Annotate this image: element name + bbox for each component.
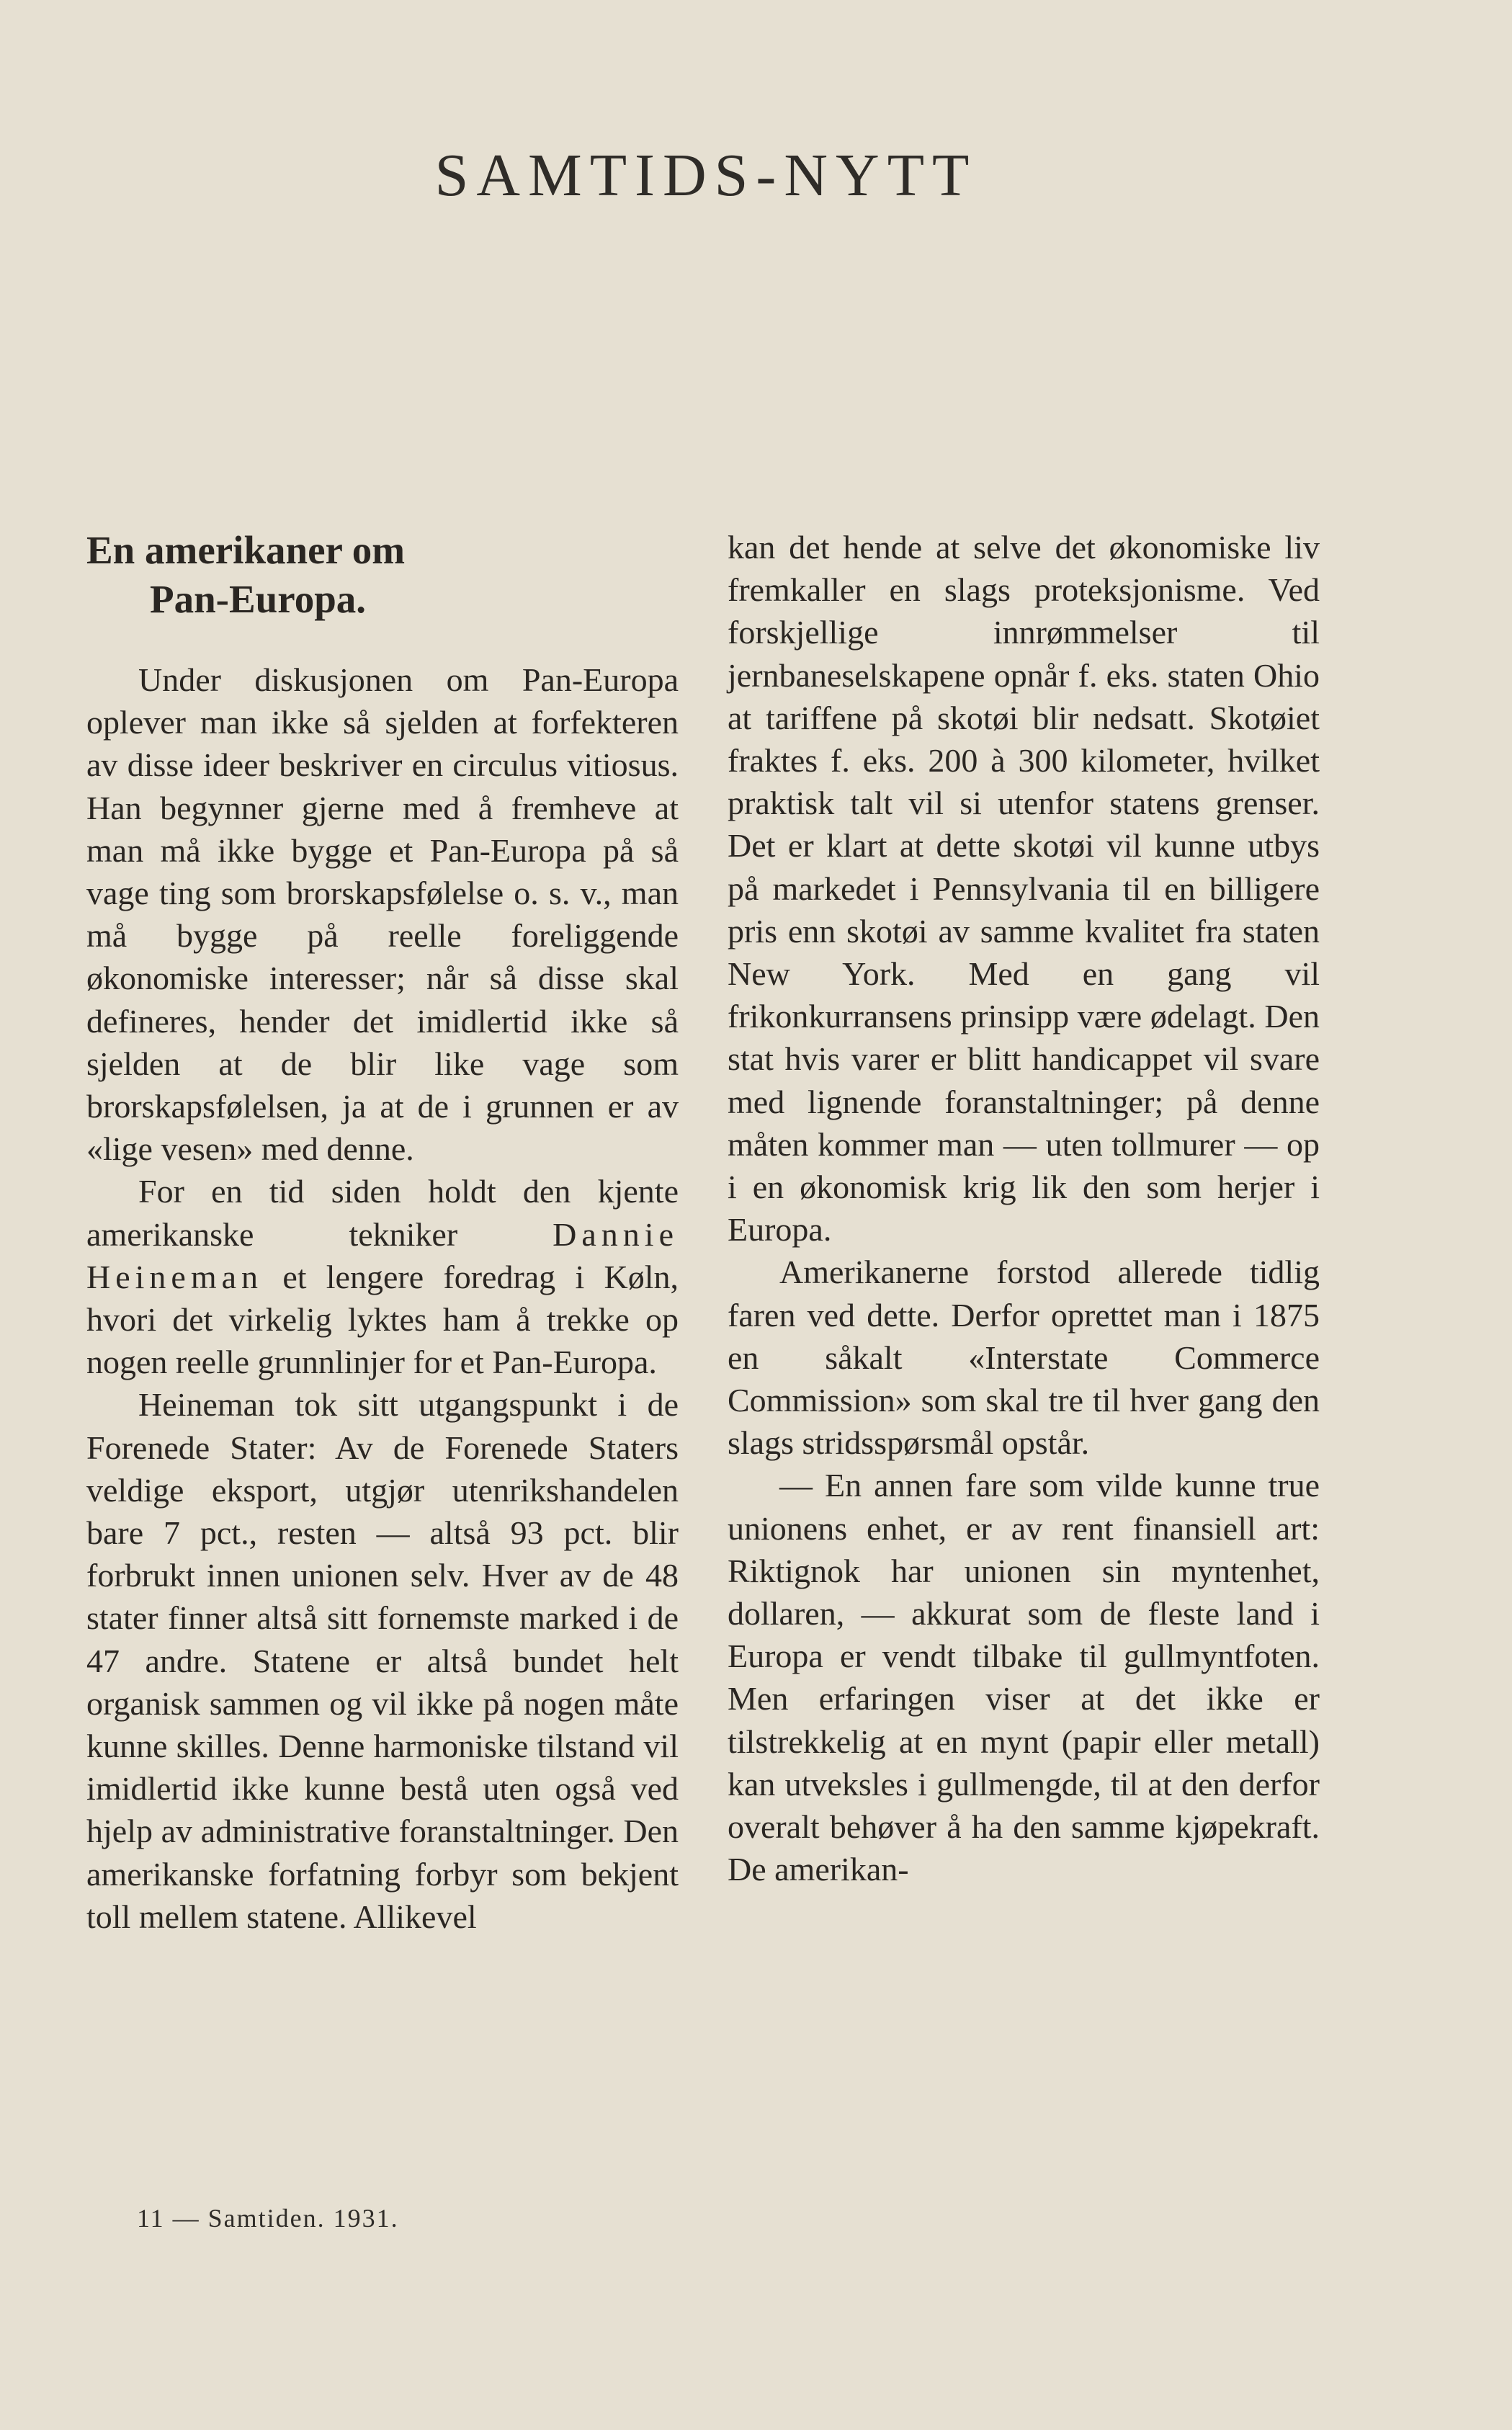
article-title <box>86 526 679 624</box>
paragraph-5: Amerikanerne forstod allerede tidlig faren ved dette. Derfor oprettet man i 1875 en såkalt «Interstate Commerce Commission» som skal tre til hver gang den slags stridsspørsmål opstår. <box>728 1254 1320 1462</box>
left-column <box>86 526 679 1938</box>
running-title: SAMTIDS-NYTT <box>434 142 978 209</box>
article-title-line1: En amerikaner om <box>86 528 406 572</box>
article-title-line2: Pan-Europa. <box>150 577 367 621</box>
person-name: Dannie Heineman <box>86 1215 679 1295</box>
paragraph-2 <box>86 1170 679 1383</box>
paragraph-2-after: et lengere foredrag i Køln, hvori det virkelig lyktes ham å trekke op nogen reelle grunnlinjer for et Pan-Europa. <box>86 1258 679 1381</box>
right-column <box>728 526 1320 1891</box>
paragraph-6: — En annen fare som vilde kunne true unionens enhet, er av rent finansiell art: Riktignok har unionen sin myntenhet, dollaren, — akkurat som de fleste land i Europa er vendt tilbake til gullmyntfoten. Men erfaringen viser at det ikke er tilstrekkelig at en mynt (papir eller metall) kan utveksles i gullmengde, til at den derfor overalt behøver å ha den samme kjøpekraft. De amerikan- <box>728 1467 1320 1888</box>
paragraph-2-before: For en tid siden holdt den kjente amerikanske tekniker <box>86 1173 679 1253</box>
paragraph-4: kan det hende at selve det økonomiske liv fremkaller en slags proteksjonisme. Ved forskjellige innrømmelser til jernbaneselskapene opnår f. eks. staten Ohio at tariffene på skotøi blir nedsatt. Skotøiet fraktes f. eks. 200 à 300 kilometer, hvilket praktisk talt vil si utenfor statens grenser. Det er klart at dette skotøi vil kunne utbys på markedet i Pennsylvania til en billigere pris enn skotøi av samme kvalitet fra staten New York. Med en gang vil frikonkurransens prinsipp være ødelagt. Den stat hvis varer er blitt handicappet vil svare med lignende foranstaltninger; på denne måten kommer man — uten tollmurer — op i en økonomisk krig lik den som herjer i Europa. <box>728 529 1320 1248</box>
paragraph-1: Under diskusjonen om Pan-Europa oplever man ikke så sjelden at forfekteren av disse ideer beskriver en circulus vitiosus. Han begynner gjerne med å fremheve at man må ikke bygge et Pan-Europa på så vage ting som brorskapsfølelse o. s. v., man må bygge på reelle foreliggende økonomiske interesser; når så disse skal defineres, hender det imidlertid ikke så sjelden at de blir like vage som brorskapsfølelsen, ja at de i grunnen er av «lige vesen» med denne. <box>86 661 679 1168</box>
paragraph-3: Heineman tok sitt utgangspunkt i de Forenede Stater: Av de Forenede Staters veldige eksport, utgjør utenrikshandelen bare 7 pct., resten — altså 93 pct. blir forbrukt innen unionen selv. Hver av de 48 stater finner altså sitt fornemste marked i de 47 andre. Statene er altså bundet helt organisk sammen og vil ikke på nogen måte kunne skilles. Denne harmoniske tilstand vil imidlertid ikke kunne bestå uten også ved hjelp av administrative foranstaltninger. Den amerikanske forfatning forbyr som bekjent toll mellem statene. Allikevel <box>86 1386 679 1935</box>
page-footer: 11 — Samtiden. 1931. <box>137 2204 399 2233</box>
